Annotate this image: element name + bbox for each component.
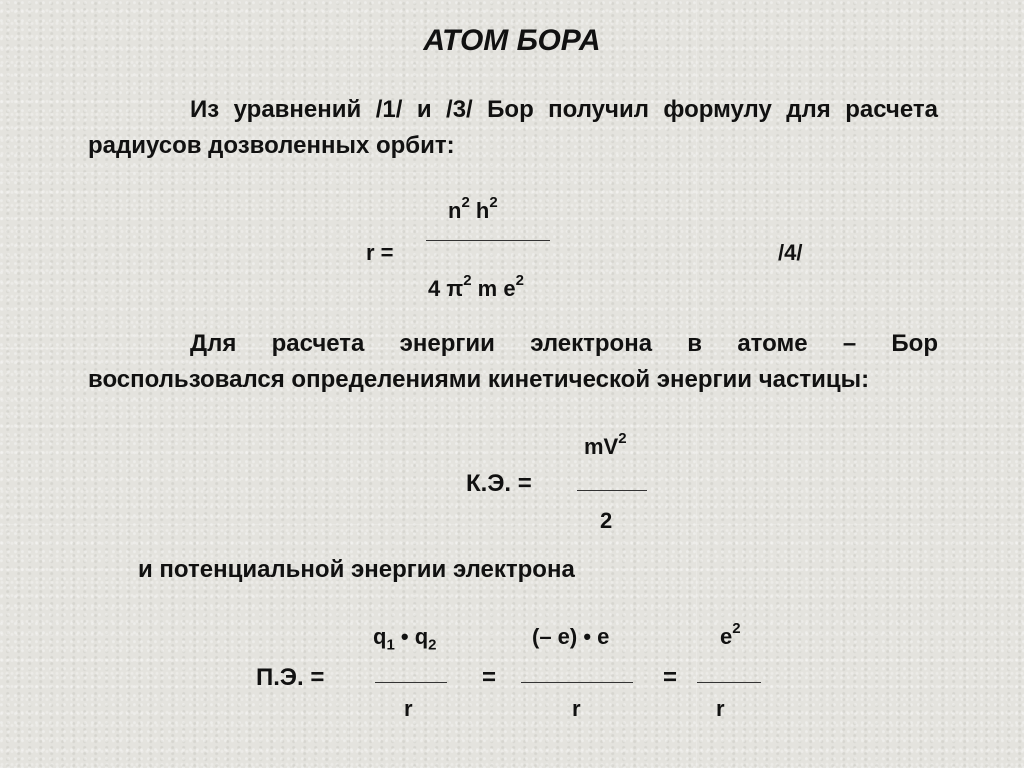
radius-numerator: $n^2$ $h^2$	[448, 194, 498, 223]
slide-title: АТОМ БОРА	[423, 24, 601, 57]
potential-numerator-3: $e^2$	[720, 620, 741, 649]
intro-text: Из уравнений /1/ и /3/ Бор получил формулу для расчета радиусов дозволенных орбит:	[88, 96, 938, 159]
energy-paragraph	[88, 326, 938, 398]
kinetic-numerator: $mV^2$	[584, 430, 627, 459]
potential-denominator-2: r	[572, 696, 581, 721]
kinetic-denominator: 2	[600, 508, 613, 533]
background-grid-line	[0, 524, 1024, 525]
potential-numerator-1: $q_1$ • $q_2$	[373, 624, 437, 654]
kinetic-fraction-bar	[577, 490, 647, 491]
potential-equals-3: =	[663, 664, 678, 691]
potential-intro-text: и потенциальной энергии электрона	[138, 556, 575, 583]
background-grid-line	[0, 172, 1024, 173]
energy-text: Для расчета энергии электрона в атоме – Бор воспользовался определениями кинетической энергии частицы:	[88, 330, 938, 393]
potential-fraction-bar-3	[697, 682, 761, 683]
potential-equals-2: =	[482, 664, 497, 691]
potential-denominator-1: r	[404, 696, 413, 721]
kinetic-lhs: К.Э. =	[466, 470, 532, 497]
potential-denominator-3: r	[716, 696, 725, 721]
radius-denominator: 4 $\pi^2$ m $e^2$	[428, 272, 524, 301]
potential-numerator-2: (– e) • e	[532, 624, 610, 649]
equation-reference: /4/	[778, 240, 803, 265]
radius-fraction-bar	[426, 240, 550, 241]
potential-lhs: П.Э. =	[256, 664, 325, 691]
potential-fraction-bar-1	[375, 682, 447, 683]
intro-paragraph	[88, 92, 938, 164]
potential-fraction-bar-2	[521, 682, 633, 683]
radius-lhs: r =	[366, 240, 394, 265]
